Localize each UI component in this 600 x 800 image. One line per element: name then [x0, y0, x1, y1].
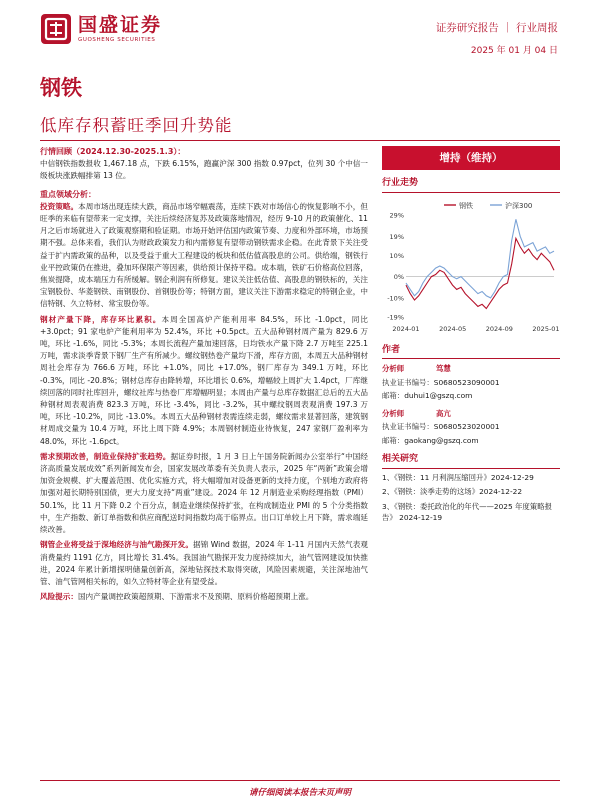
x-tick-label: 2024-09	[485, 324, 513, 333]
demand-lead: 需求预期改善，制造业保持扩张趋势。	[40, 451, 171, 461]
related-item[interactable]: 1、《钢铁：11 月利润压缩回升》2024-12-29	[382, 472, 534, 482]
cert-label: 执业证书编号：	[382, 377, 434, 387]
legend-label: 沪深300	[505, 201, 533, 210]
x-tick-label: 2024-01	[392, 324, 420, 333]
y-tick-label: -19%	[387, 313, 404, 321]
analyst-email[interactable]: gaokang@gszq.com	[404, 435, 479, 445]
analyst-list	[382, 363, 560, 446]
report-type: 证券研究报告 ｜ 行业周报	[435, 22, 558, 34]
report-header	[0, 0, 600, 62]
email-label: 邮箱：	[382, 435, 405, 445]
demand-paragraph	[40, 451, 368, 536]
cert-label: 执业证书编号：	[382, 422, 434, 431]
strategy-lead: 投资策略。	[40, 201, 79, 211]
trend-chart-svg	[382, 197, 560, 337]
series-line	[406, 219, 554, 298]
analyst-block	[382, 363, 560, 402]
related-item[interactable]: 2、《钢铁：淡季走势的这场》2024-12-22	[382, 487, 523, 496]
focus-heading: 重点领域分析：	[40, 189, 96, 199]
side-column	[382, 146, 560, 524]
series-line	[406, 238, 554, 308]
analyst-block	[382, 408, 560, 447]
analyst-email[interactable]: duhui1@gszq.com	[404, 391, 473, 400]
y-tick-label: 19%	[389, 232, 404, 241]
footer-divider	[40, 780, 560, 781]
pipe-paragraph	[40, 539, 368, 588]
company-logo	[40, 13, 162, 45]
risk-lead: 风险提示：	[40, 592, 78, 602]
demand-text: 据证券时报，1 月 3 日上午国务院新闻办公室举行“中国经济高质量发展成效”系列新闻发布会，国家发展改革委有关负责人表示，2025 年“两新”政策会增加资金规模、扩大覆盖范围、优化实施方式，将大幅增加对设备更新的支持力度，个别地方政府将加强对超长期特别国债，更大力度支持“两重”建设。2024 年 12 月制造业采购经理指数（PMI）50.1%，比 11 月下降 0.2 个百分点，制造业继续保持扩张，在构成制造业 PMI 的 5 个分类指数中，生产指数、新订单指数和供应商配送时间指数均高于临界点。出口订单较上月下降，需求端延续改善。	[40, 451, 369, 535]
related-heading: 相关研究	[382, 454, 560, 469]
strategy-text: 本周市场出现连续大跌，商品市场窄幅震荡，连续下跌对市场信心的恢复影响不小，但旺季的来临有望带来一定支撑，关注后续经济复苏及政策落地情况，经历 9-10 月的政策催化、11 月之后市场就进入了政策观察期和验证期。市场开始评估国内政策节奏、力度和外部环境，市场预期不强。总体来看，我们认为财政政策发力和内需修复有望带动钢铁需求企稳。在此背景下关注受益于扩内需政策的品种，以及受益于重大工程建设的板块和低估值高股息的公司。供给端，钢铁行业平控政策仍在推进，叠加环保限产等因素，供给预计保持平稳。成本端，铁矿石价格高位回落，焦炭提降，成本端压力有所缓解。钢企利润有所修复。建议关注低估值、高股息的钢铁标的，关注宝钢股份、华菱钢铁、南钢股份、首钢股份等；特钢方面，建议关注下游需求稳定的特钢企业，中信特钢、久立特材、常宝股份等。	[40, 201, 369, 309]
cert-number: S0680523020001	[433, 422, 500, 431]
cert-number: S0680523090001	[433, 377, 500, 387]
legend-label: 钢铁	[459, 201, 473, 210]
email-label: 邮箱：	[382, 391, 405, 400]
x-tick-label: 2024-05	[439, 324, 467, 333]
y-tick-label: 10%	[389, 251, 404, 260]
pipe-lead: 钢管企业将受益于深地经济与油气勘探开发。	[40, 540, 193, 550]
steel-text: 本周全国高炉产能利用率 84.5%，环比 -1.0pct，同比 +3.0pct；91 家电炉产能利用率为 52.4%，环比 +0.5pct。五大品种钢材周产量为 829.6 万吨，环比 -1.6%，同比 -5.3%；本周长流程产量加速回落，日均铁水产量下降 2.7 万吨至 225.1 万吨，需求淡季背景下钢厂生产有所减少。螺纹钢热卷产量均下滑，库存方面，本周五大品种钢材周社会库存为 766.6 万吨，环比 +1.0%，同比 +17.0%，钢厂库存为 349.1 万吨，环比 -0.3%，同比 -20.8%；钢材总库存由降转增，环比增长 0.6%，增幅较上周扩大 1.4pct，厂库继续回落的同时社库回升，螺纹社库与热卷厂库增幅明显；本周由产量与总库存数据汇总后的五大品种钢材周表观消费 823.3 万吨，环比 -3.4%，同比 -3.2%，其中螺纹钢周表观消费 197.3 万吨，环比 -10.2%，同比 -13.0%。本周五大品种钢材表需连续走弱，螺纹需求显著回落，建筑钢材周成交量为 10.4 万吨，环比上周下降 4.9%；本周钢材制造业待恢复，247 家钢厂盈利率为 48.0%，环比 -1.6pct。	[40, 314, 368, 446]
y-tick-label: -10%	[387, 293, 404, 302]
footer-disclaimer: 请仔细阅读本报告末页声明	[248, 788, 351, 798]
page-footer	[0, 776, 600, 800]
logo-en-text: GUOSHENG SECURITIES	[78, 37, 156, 43]
trend-heading: 行业走势	[382, 178, 560, 193]
analyst-name: 高亢	[436, 408, 451, 418]
y-tick-label: 29%	[389, 211, 404, 219]
analyst-role: 分析师	[382, 364, 405, 373]
y-tick-label: 0%	[393, 272, 404, 281]
review-paragraph: 中信钢铁指数报收 1,467.18 点，下跌 6.15%，跑赢沪深 300 指数 0.97pct，位列 30 个中信一级板块涨跌幅排第 13 位。	[40, 159, 368, 181]
related-list	[382, 472, 560, 524]
analyst-name: 笃慧	[436, 364, 451, 373]
steel-paragraph	[40, 314, 368, 448]
risk-text: 国内产量调控政策超预期、下游需求不及预期、原料价格超预期上涨。	[77, 592, 314, 602]
analyst-heading: 作者	[382, 345, 560, 360]
pipe-text: 据锦 Wind 数据，2024 年 1-11 月国内天然气表观消费量约 1191 亿方，同比增长 31.4%。我国油气勘探开发力度持续加大，油气管网建设加快推进，2024 年累计新增探明储量创新高，深地钻探技术取得突破，风险因素规避，关注深地油气管、油气管网相关标的，如久立特材等企业有望受益。	[40, 540, 369, 586]
report-title: 低库存积蓄旺季回升势能	[40, 116, 233, 135]
report-date: 2025 年 01 月 04 日	[470, 46, 558, 56]
related-item[interactable]: 3、《钢铁：委托政治化的年代——2025 年度策略报告》 2024-12-19	[382, 501, 552, 522]
steel-lead: 钢材产量下降，库存环比累积。	[40, 314, 162, 324]
trend-chart	[382, 197, 560, 337]
industry-name: 钢铁	[40, 76, 82, 100]
risk-paragraph	[40, 591, 368, 603]
strategy-paragraph	[40, 201, 368, 311]
logo-cn-text: 国盛证券	[78, 14, 163, 36]
title-divider	[40, 140, 560, 141]
main-column	[40, 146, 368, 603]
analyst-role: 分析师	[382, 408, 405, 418]
x-tick-label: 2025-01	[532, 324, 560, 333]
rating-badge: 增持（维持）	[382, 146, 560, 170]
guosheng-logo-icon	[40, 13, 72, 45]
review-heading: 行情回顾（2024.12.30-2025.1.3）：	[40, 147, 186, 156]
